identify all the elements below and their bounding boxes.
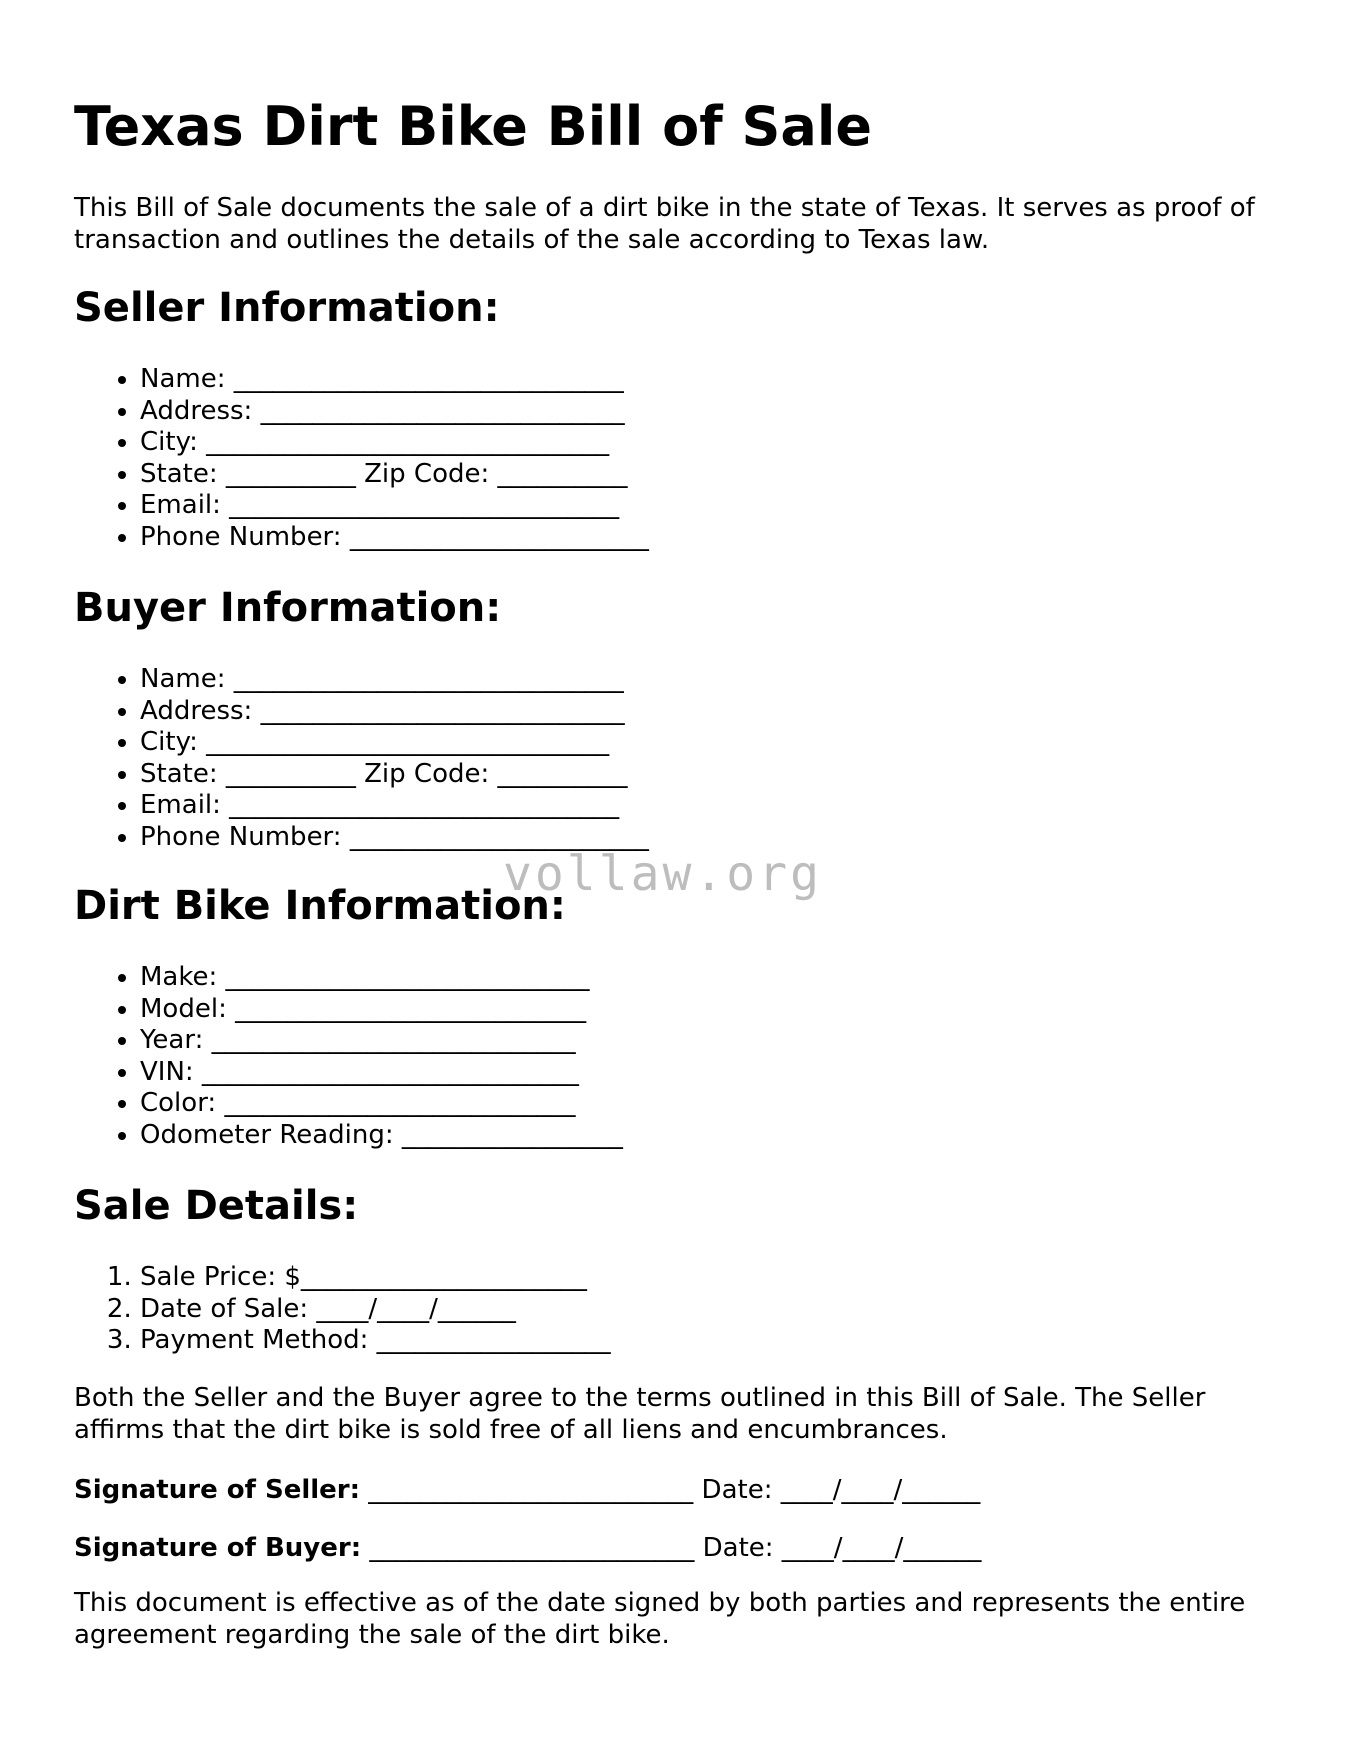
intro-paragraph: This Bill of Sale documents the sale of a dirt bike in the state of Texas. It serves as proof of transaction and outlines the details of the sale according to Texas law. (74, 193, 1255, 255)
buyer-phone-field[interactable]: • Phone Number: _______________________ (140, 822, 649, 854)
seller-email-field[interactable]: • Email: ______________________________ (140, 490, 649, 522)
sale-fields-list (74, 1262, 611, 1357)
seller-fields-list (74, 364, 649, 554)
payment-method-field[interactable]: 3. Payment Method: __________________ (140, 1325, 611, 1357)
buyer-fields-list (74, 664, 649, 854)
seller-signature-label: Signature of Seller: (74, 1475, 361, 1505)
bike-make-field[interactable]: • Make: ____________________________ (140, 962, 623, 994)
bike-heading: Dirt Bike Information: (74, 883, 566, 929)
buyer-heading: Buyer Information: (74, 585, 502, 631)
sale-price-field[interactable]: 1. Sale Price: $______________________ (140, 1262, 611, 1294)
seller-address-field[interactable]: • Address: ____________________________ (140, 396, 649, 428)
seller-signature-line[interactable] (74, 1474, 980, 1506)
seller-name-field[interactable]: • Name: ______________________________ (140, 364, 649, 396)
bike-vin-field[interactable]: • VIN: _____________________________ (140, 1057, 623, 1089)
bike-model-field[interactable]: • Model: ___________________________ (140, 994, 623, 1026)
closing-paragraph: This document is effective as of the date signed by both parties and represents the entire agreement regarding the sale of the dirt bike. (74, 1588, 1246, 1650)
bike-fields-list (74, 962, 623, 1152)
buyer-state-zip-field[interactable]: • State: __________ Zip Code: __________ (140, 759, 649, 791)
sale-date-field[interactable]: 2. Date of Sale: ____/____/______ (140, 1294, 611, 1326)
document-title: Texas Dirt Bike Bill of Sale (74, 95, 872, 158)
sale-heading: Sale Details: (74, 1183, 359, 1229)
watermark-text: vollaw.org (503, 846, 822, 902)
bike-odometer-field[interactable]: • Odometer Reading: _________________ (140, 1120, 623, 1152)
bike-color-field[interactable]: • Color: ___________________________ (140, 1088, 623, 1120)
seller-heading: Seller Information: (74, 285, 500, 331)
seller-state-zip-field[interactable]: • State: __________ Zip Code: __________ (140, 459, 649, 491)
buyer-city-field[interactable]: • City: _______________________________ (140, 727, 649, 759)
bike-year-field[interactable]: • Year: ____________________________ (140, 1025, 623, 1057)
buyer-name-field[interactable]: • Name: ______________________________ (140, 664, 649, 696)
buyer-signature-line[interactable] (74, 1532, 981, 1564)
buyer-signature-label: Signature of Buyer: (74, 1533, 362, 1563)
seller-signature-blank[interactable]: _________________________ Date: ____/____/______ (360, 1475, 981, 1505)
agreement-paragraph: Both the Seller and the Buyer agree to the terms outlined in this Bill of Sale. The Seller affirms that the dirt bike is sold free of all liens and encumbrances. (74, 1383, 1206, 1445)
buyer-email-field[interactable]: • Email: ______________________________ (140, 790, 649, 822)
seller-city-field[interactable]: • City: _______________________________ (140, 427, 649, 459)
seller-phone-field[interactable]: • Phone Number: _______________________ (140, 522, 649, 554)
buyer-signature-blank[interactable]: _________________________ Date: ____/____/______ (361, 1533, 982, 1563)
buyer-address-field[interactable]: • Address: ____________________________ (140, 696, 649, 728)
